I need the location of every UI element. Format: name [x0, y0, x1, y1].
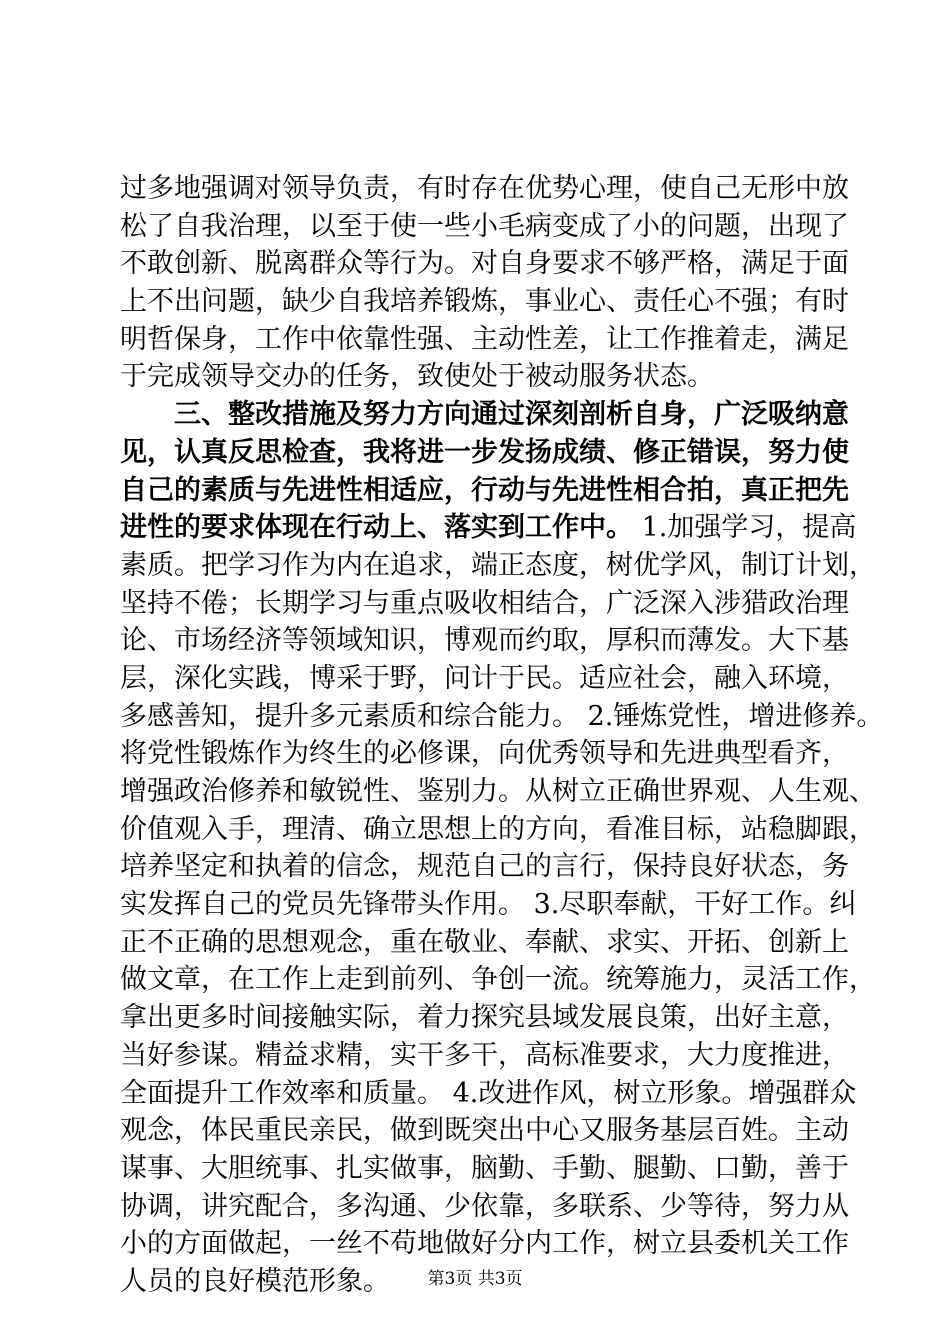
text-line: 谋事、大胆统事、扎实做事，脑勤、手勤、腿勤、口勤，善于	[120, 1152, 849, 1184]
text-line: 小的方面做起，一丝不苟地做好分内工作，树立县委机关工作	[120, 1228, 849, 1260]
text-line: 实发挥自己的党员先锋带头作用。 3.尽职奉献，干好工作。纠	[120, 889, 857, 921]
section-heading-line	[120, 472, 849, 510]
section-heading-line	[120, 509, 857, 547]
text-line: 多感善知，提升多元素质和综合能力。 2.锤炼党性，增进修养。	[120, 700, 884, 732]
text-line: 拿出更多时间接触实际，着力探究县域发展良策，出好主意，	[120, 1002, 849, 1034]
text-line: 上不出问题，缺少自我培养锻炼，事业心、责任心不强；有时	[120, 286, 849, 318]
section-heading-text: 自己的素质与先进性相适应，行动与先进性相合拍，真正把先	[120, 474, 849, 506]
text-line: 观念，体民重民亲民，做到既突出中心又服务基层百姓。主动	[120, 1115, 849, 1147]
text-line: 正不正确的思想观念，重在敬业、奉献、求实、开拓、创新上	[120, 926, 849, 958]
text-run: 1.加强学习，提高	[633, 512, 857, 544]
section-heading-text: 进性的要求体现在行动上、落实到工作中。	[120, 512, 633, 544]
text-line: 过多地强调对领导负责，有时存在优势心理，使自己无形中放	[120, 173, 849, 204]
text-line: 当好参谋。精益求精，实干多干，高标准要求，大力度推进，	[120, 1039, 849, 1071]
text-line: 明哲保身，工作中依靠性强、主动性差，让工作推着走，满足	[120, 323, 849, 355]
section-heading-line	[120, 396, 849, 434]
section-heading-line	[120, 434, 849, 472]
text-line: 于完成领导交办的任务，致使处于被动服务状态。	[120, 361, 714, 393]
text-line: 全面提升工作效率和质量。 4.改进作风，树立形象。增强群众	[120, 1077, 857, 1109]
text-line: 增强政治修养和敏锐性、鉴别力。从树立正确世界观、人生观、	[120, 776, 876, 807]
text-line: 协调，讲究配合，多沟通、少依靠，多联系、少等待，努力从	[120, 1190, 849, 1222]
text-line: 培养坚定和执着的信念，规范自己的言行，保持良好状态，务	[120, 851, 849, 883]
text-line: 价值观入手，理清、确立思想上的方向，看准目标，站稳脚跟，	[120, 813, 876, 845]
text-line: 论、市场经济等领域知识，博观而约取，厚积而薄发。大下基	[120, 625, 849, 657]
document-body	[120, 170, 884, 1301]
section-heading-text: 见，认真反思检查，我将进一步发扬成绩、修正错误，努力使	[120, 436, 849, 468]
page-number-footer: 第3页 共3页	[427, 1269, 523, 1289]
text-line: 层，深化实践，博采于野，问计于民。适应社会，融入环境，	[120, 662, 849, 694]
text-line: 人员的良好模范形象。	[120, 1265, 390, 1297]
text-line: 不敢创新、脱离群众等行为。对自身要求不够严格，满足于面	[120, 248, 849, 280]
text-line: 将党性锻炼作为终生的必修课，向优秀领导和先进典型看齐，	[120, 738, 849, 770]
text-line: 松了自我治理，以至于使一些小毛病变成了小的问题，出现了	[120, 210, 849, 242]
section-heading-text: 三、整改措施及努力方向通过深刻剖析自身，广泛吸纳意	[174, 399, 849, 431]
text-line: 素质。把学习作为内在追求，端正态度，树优学风，制订计划，	[120, 549, 876, 581]
text-line: 做文章，在工作上走到前列、争创一流。统筹施力，灵活工作，	[120, 964, 876, 996]
text-line: 坚持不倦；长期学习与重点吸收相结合，广泛深入涉猎政治理	[120, 587, 849, 619]
